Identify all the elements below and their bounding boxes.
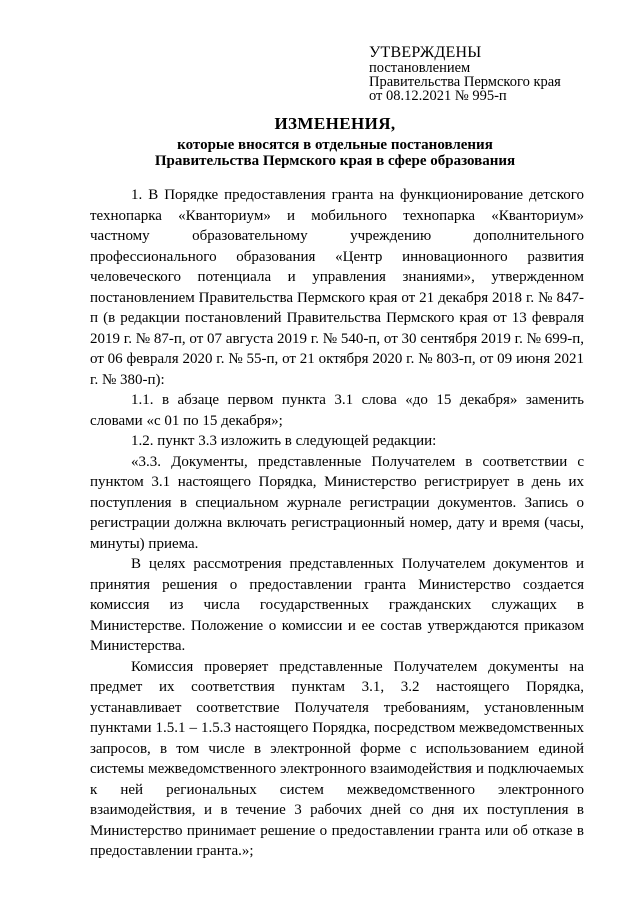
paragraph: «3.3. Документы, представленные Получателем в соответствии с пунктом 3.1 настоящего Порядка, Министерство регистрирует в день их поступления в специальном журнале регистрации документов. Запись о регистрации должна включать регистрационный номер, дату и время (часы, минуты) приема. <box>90 453 584 552</box>
paragraph: 1.2. пункт 3.3 изложить в следующей редакции: <box>131 433 437 449</box>
paragraph: Комиссия проверяет представленные Получателем документы на предмет их соответствия пунктам 3.1, 3.2 настоящего Порядка, устанавливает соответствие Получателя требованиям, установленным пунктами 1.5.1 – 1.5.3 настоящего Порядка, посредством межведомственных запросов, в том числе в электронной форме с использованием единой системы межведомственного электронного взаимодействия и подключаемых к ней региональных систем межведомственного электронного взаимодействия, и в течение 3 рабочих дней со дня их поступления в Министерство принимает решение о предоставлении гранта или об отказе в предоставлении гранта.»; <box>90 658 584 859</box>
subtitle-line: Правительства Пермского края в сфере образования <box>154 153 516 169</box>
approval-stamp <box>369 44 599 103</box>
document-subtitle <box>90 137 580 169</box>
paragraph: В целях рассмотрения представленных Получателем документов и принятия решения о предоставлении гранта Министерство создается комиссия из числа государственных гражданских служащих в Министерстве. Положение о комиссии и ее состав утверждаются приказом Министерства. <box>90 556 584 654</box>
approval-line: Правительства Пермского края <box>369 74 561 90</box>
subtitle-line: которые вносятся в отдельные постановления <box>177 137 493 153</box>
approval-heading: УТВЕРЖДЕНЫ <box>369 44 482 61</box>
approval-line: от 08.12.2021 № 995-п <box>369 88 507 104</box>
paragraph: 1.1. в абзаце первом пункта 3.1 слова «до 15 декабря» заменить словами «с 01 по 15 декабря»; <box>90 392 584 429</box>
approval-line: постановлением <box>369 60 471 76</box>
paragraph: 1. В Порядке предоставления гранта на функционирование детского технопарка «Кванториум» и мобильного технопарка «Кванториум» частному образовательному учреждению дополнительного профессионального образования «Центр инновационного развития человеческого потенциала и управления знаниями», утвержденном постановлением Правительства Пермского края от 21 декабря 2018 г. № 847-п (в редакции постановлений Правительства Пермского края от 13 февраля 2019 г. № 87-п, от 07 августа 2019 г. № 540-п, от 30 сентября 2019 г. № 699-п, от 06 февраля 2020 г. № 55-п, от 21 октября 2020 г. № 803-п, от 09 июня 2021 г. № 380-п): <box>90 187 584 388</box>
document-body <box>90 185 584 862</box>
document-title: ИЗМЕНЕНИЯ, <box>274 114 396 133</box>
